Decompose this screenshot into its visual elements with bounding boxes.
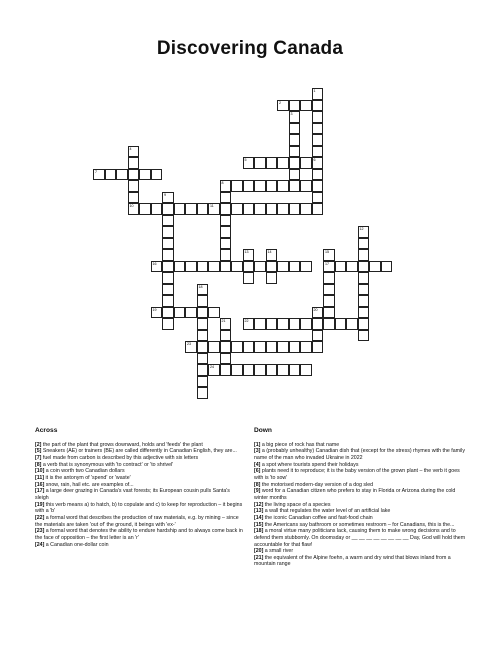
grid-cell[interactable]: [323, 318, 335, 330]
grid-cell[interactable]: [312, 134, 324, 146]
down-clue: [254, 488, 466, 501]
across-clues: [35, 428, 245, 548]
clue-number: 15: [325, 250, 329, 254]
grid-cell[interactable]: [289, 169, 301, 181]
grid-cell[interactable]: [243, 261, 255, 273]
clue-text: a coin worth two Canadian dollars: [44, 468, 125, 475]
clue-number: 11: [210, 204, 214, 208]
grid-cell[interactable]: [220, 353, 232, 365]
across-clue: [35, 442, 245, 449]
across-clue: [35, 455, 245, 462]
clue-number: 9: [164, 192, 166, 197]
clue-number: [6]: [254, 468, 261, 475]
clue-text: a (probably unhealthy) Canadian dish that (except for the stress) rhymes with the family name of the man who invaded Ukraine in 2022: [254, 448, 465, 461]
clue-number: 23: [187, 342, 191, 346]
grid-cell[interactable]: [312, 180, 324, 192]
grid-cell[interactable]: [197, 203, 209, 215]
grid-cell[interactable]: [266, 341, 278, 353]
grid-cell[interactable]: [162, 192, 174, 204]
clue-number: [21]: [254, 554, 264, 561]
down-clue: [254, 522, 466, 529]
grid-cell[interactable]: [231, 261, 243, 273]
clue-number: [3]: [254, 448, 261, 455]
down-clue-list: [254, 442, 466, 568]
grid-cell[interactable]: [220, 180, 232, 192]
grid-cell[interactable]: [243, 318, 255, 330]
grid-cell[interactable]: [277, 100, 289, 112]
grid-cell[interactable]: [162, 284, 174, 296]
grid-cell[interactable]: [381, 261, 393, 273]
grid-cell[interactable]: [312, 100, 324, 112]
across-clue: [35, 542, 245, 549]
grid-cell[interactable]: [220, 364, 232, 376]
grid-cell[interactable]: [312, 341, 324, 353]
grid-cell[interactable]: [220, 318, 232, 330]
grid-cell[interactable]: [208, 307, 220, 319]
clue-number: [2]: [35, 441, 42, 448]
clue-number: [18]: [254, 528, 264, 535]
clue-number: 19: [152, 307, 157, 312]
clue-text: the living space of a species: [263, 501, 331, 508]
grid-cell[interactable]: [151, 169, 163, 181]
down-clue: [254, 515, 466, 522]
grid-cell[interactable]: [323, 272, 335, 284]
clue-text: Sneakers (AE) or trainers (BE) are called differently in Canadian English, they are...: [41, 448, 237, 455]
grid-cell[interactable]: [289, 146, 301, 158]
grid-cell[interactable]: [162, 295, 174, 307]
grid-cell[interactable]: [220, 341, 232, 353]
grid-cell[interactable]: [266, 272, 278, 284]
clue-number: [4]: [254, 461, 261, 468]
grid-cell[interactable]: [266, 157, 278, 169]
grid-cell[interactable]: [128, 203, 140, 215]
grid-cell[interactable]: [300, 157, 312, 169]
grid-cell[interactable]: [185, 307, 197, 319]
grid-cell[interactable]: [139, 169, 151, 181]
grid-cell[interactable]: [266, 203, 278, 215]
grid-cell[interactable]: [312, 157, 324, 169]
grid-cell[interactable]: [358, 261, 370, 273]
down-clues: [254, 428, 466, 568]
grid-cell[interactable]: [266, 261, 278, 273]
grid-cell[interactable]: [254, 180, 266, 192]
grid-cell[interactable]: [151, 261, 163, 273]
grid-cell[interactable]: [323, 261, 335, 273]
grid-cell[interactable]: [162, 203, 174, 215]
grid-cell[interactable]: [128, 157, 140, 169]
grid-cell[interactable]: [312, 169, 324, 181]
grid-cell[interactable]: [358, 318, 370, 330]
down-clue: [254, 502, 466, 509]
grid-cell[interactable]: [254, 261, 266, 273]
grid-cell[interactable]: [151, 203, 163, 215]
clue-text: snow, rain, hail etc. are examples of...: [44, 481, 134, 488]
grid-cell[interactable]: [162, 272, 174, 284]
grid-cell[interactable]: [162, 318, 174, 330]
grid-cell[interactable]: [151, 307, 163, 319]
down-clue: [254, 442, 466, 449]
grid-cell[interactable]: [277, 341, 289, 353]
clue-number: [23]: [35, 528, 45, 535]
grid-cell[interactable]: [300, 100, 312, 112]
clue-number: 5: [244, 158, 247, 162]
clue-number: 24: [210, 365, 214, 369]
clue-text: the Americans say bathroom or sometimes restroom – for Canadians, this is the...: [263, 521, 455, 528]
grid-cell[interactable]: [174, 307, 186, 319]
grid-cell[interactable]: [208, 364, 220, 376]
grid-cell[interactable]: [185, 261, 197, 273]
across-clue: [35, 462, 245, 469]
clue-number: [8]: [35, 461, 42, 468]
clue-text: the equivalent of the Alpine foehn, a warm and dry wind that blows inland from a mountain range: [254, 554, 451, 568]
grid-cell[interactable]: [277, 318, 289, 330]
clue-number: 14: [267, 250, 272, 254]
grid-cell[interactable]: [300, 180, 312, 192]
grid-cell[interactable]: [300, 203, 312, 215]
grid-cell[interactable]: [128, 169, 140, 181]
grid-cell[interactable]: [312, 307, 324, 319]
grid-cell[interactable]: [277, 203, 289, 215]
clue-number: [14]: [254, 514, 264, 521]
grid-cell[interactable]: [358, 226, 370, 238]
clue-number: 22: [244, 319, 249, 323]
clue-text: fuel made from carbon is described by this adjective with six letters: [41, 454, 199, 461]
clue-text: plants need it to reproduce; it is the baby version of the grown plant – the verb it goes with is 'to sow': [254, 468, 460, 481]
down-clue: [254, 448, 466, 461]
grid-cell[interactable]: [369, 261, 381, 273]
grid-cell[interactable]: [358, 249, 370, 261]
across-clue: [35, 488, 245, 501]
grid-cell[interactable]: [300, 261, 312, 273]
grid-cell[interactable]: [289, 157, 301, 169]
clue-number: 6: [313, 158, 316, 162]
down-heading: Down: [254, 427, 272, 434]
clue-text: a small river: [263, 548, 294, 555]
clue-text: a spot where tourists spend their holidays: [260, 461, 359, 468]
clue-number: 8: [221, 181, 224, 185]
clue-text: a wall that regulates the water level of an artificial lake: [263, 508, 391, 515]
grid-cell[interactable]: [312, 146, 324, 158]
grid-cell[interactable]: [128, 192, 140, 204]
grid-cell[interactable]: [289, 203, 301, 215]
grid-cell[interactable]: [289, 341, 301, 353]
grid-cell[interactable]: [254, 364, 266, 376]
grid-cell[interactable]: [220, 192, 232, 204]
grid-cell[interactable]: [277, 157, 289, 169]
grid-cell[interactable]: [243, 180, 255, 192]
grid-cell[interactable]: [358, 295, 370, 307]
grid-cell[interactable]: [197, 295, 209, 307]
clue-text: the part of the plant that grows downward, holds and 'feeds' the plant: [41, 441, 203, 448]
grid-cell[interactable]: [300, 341, 312, 353]
grid-cell[interactable]: [358, 238, 370, 250]
grid-cell[interactable]: [323, 249, 335, 261]
clue-number: [10]: [35, 468, 45, 475]
grid-cell[interactable]: [254, 157, 266, 169]
clue-number: 18: [198, 284, 203, 289]
grid-cell[interactable]: [197, 284, 209, 296]
grid-cell[interactable]: [174, 203, 186, 215]
grid-cell[interactable]: [323, 284, 335, 296]
clue-number: 12: [359, 227, 364, 231]
clue-number: 20: [313, 307, 318, 312]
grid-cell[interactable]: [266, 318, 278, 330]
clue-number: 7: [95, 169, 97, 174]
grid-cell[interactable]: [335, 261, 347, 273]
clue-number: 4: [129, 146, 132, 151]
clue-number: [8]: [254, 481, 261, 488]
down-clue: [254, 508, 466, 515]
grid-cell[interactable]: [220, 215, 232, 227]
grid-cell[interactable]: [312, 318, 324, 330]
clue-number: [19]: [35, 501, 45, 508]
clue-text: a moral virtue many politicians lack, causing them to make wrong decisions and to defend them stubbornly. On doomsday or __ __ __ __ __ __ __ __ Day, God will hold them accountable for that flaw!: [254, 528, 466, 548]
grid-cell[interactable]: [197, 364, 209, 376]
grid-cell[interactable]: [231, 341, 243, 353]
across-clue: [35, 475, 245, 482]
grid-cell[interactable]: [162, 249, 174, 261]
grid-cell[interactable]: [266, 364, 278, 376]
across-clue: [35, 528, 245, 541]
grid-cell[interactable]: [243, 364, 255, 376]
grid-cell[interactable]: [208, 261, 220, 273]
grid-cell[interactable]: [231, 203, 243, 215]
grid-cell[interactable]: [312, 111, 324, 123]
clue-text: a formal word that describes the production of raw materials, e.g. by mining – since the materials are taken 'out of' the ground, it beings with 'ex-': [35, 514, 239, 528]
grid-cell[interactable]: [220, 249, 232, 261]
clue-number: [24]: [35, 541, 45, 548]
across-clue: [35, 482, 245, 489]
grid-cell[interactable]: [162, 307, 174, 319]
grid-cell[interactable]: [289, 100, 301, 112]
grid-cell[interactable]: [128, 146, 140, 158]
clue-number: [9]: [254, 488, 261, 495]
grid-cell[interactable]: [243, 203, 255, 215]
grid-cell[interactable]: [116, 169, 128, 181]
grid-cell[interactable]: [312, 88, 324, 100]
grid-cell[interactable]: [208, 341, 220, 353]
grid-cell[interactable]: [220, 238, 232, 250]
grid-cell[interactable]: [197, 341, 209, 353]
grid-cell[interactable]: [243, 157, 255, 169]
grid-cell[interactable]: [289, 318, 301, 330]
grid-cell[interactable]: [231, 180, 243, 192]
across-clue: [35, 502, 245, 515]
grid-cell[interactable]: [128, 180, 140, 192]
grid-cell[interactable]: [335, 318, 347, 330]
grid-cell[interactable]: [312, 123, 324, 135]
clue-number: [20]: [254, 548, 264, 555]
grid-cell[interactable]: [220, 226, 232, 238]
down-clue: [254, 462, 466, 469]
down-clue: [254, 548, 466, 555]
grid-cell[interactable]: [162, 226, 174, 238]
grid-cell[interactable]: [254, 341, 266, 353]
grid-cell[interactable]: [289, 111, 301, 123]
clue-number: [1]: [254, 441, 261, 448]
grid-cell[interactable]: [139, 203, 151, 215]
grid-cell[interactable]: [289, 261, 301, 273]
grid-cell[interactable]: [185, 203, 197, 215]
clue-text: the motorised modern-day version of a dog sled: [260, 481, 374, 488]
grid-cell[interactable]: [312, 330, 324, 342]
grid-cell[interactable]: [312, 192, 324, 204]
grid-cell[interactable]: [289, 123, 301, 135]
grid-cell[interactable]: [289, 180, 301, 192]
grid-cell[interactable]: [289, 364, 301, 376]
grid-cell[interactable]: [346, 261, 358, 273]
across-clue: [35, 515, 245, 528]
grid-cell[interactable]: [358, 284, 370, 296]
down-clue: [254, 555, 466, 568]
grid-cell[interactable]: [220, 261, 232, 273]
grid-cell[interactable]: [185, 341, 197, 353]
clue-text: a Canadian one-dollar coin: [44, 541, 109, 548]
clue-text: a formal word that denotes the ability to endure hardship and to always come back in the face of opposition – the first letter is an 'r': [35, 528, 243, 541]
grid-cell[interactable]: [346, 318, 358, 330]
grid-cell[interactable]: [358, 330, 370, 342]
clue-number: 13: [244, 250, 249, 254]
across-clue: [35, 468, 245, 475]
clue-text: it is the antonym of 'spend' or 'waste': [44, 474, 131, 481]
grid-cell[interactable]: [254, 318, 266, 330]
clue-text: the iconic Canadian coffee and fast-food chain: [263, 514, 373, 521]
down-clue: [254, 528, 466, 548]
grid-cell[interactable]: [289, 134, 301, 146]
clue-text: word for a Canadian citizen who prefers to stay in Florida or Arizona during the cold winter months: [254, 488, 456, 501]
clue-number: [22]: [35, 514, 45, 521]
clue-number: 1: [313, 89, 316, 93]
grid-cell[interactable]: [358, 307, 370, 319]
grid-cell[interactable]: [243, 341, 255, 353]
grid-cell[interactable]: [266, 180, 278, 192]
across-clue: [35, 448, 245, 455]
clue-number: [15]: [254, 521, 264, 528]
grid-cell[interactable]: [243, 272, 255, 284]
clue-number: [12]: [254, 501, 264, 508]
clue-number: [7]: [35, 454, 42, 461]
clue-number: 2: [279, 100, 281, 105]
clue-number: [13]: [254, 508, 264, 515]
grid-cell[interactable]: [300, 364, 312, 376]
grid-cell[interactable]: [162, 238, 174, 250]
grid-cell[interactable]: [197, 261, 209, 273]
grid-cell[interactable]: [220, 330, 232, 342]
grid-cell[interactable]: [197, 307, 209, 319]
across-clue-list: [35, 442, 245, 549]
grid-cell[interactable]: [197, 376, 209, 388]
clue-text: a large deer grazing in Canada's vast forests; its European cousin pulls Santa's sleigh: [35, 488, 230, 501]
page-title: Discovering Canada: [156, 38, 344, 59]
clue-number: 21: [221, 319, 226, 323]
grid-cell[interactable]: [208, 203, 220, 215]
clue-number: [16]: [35, 481, 45, 488]
grid-cell[interactable]: [197, 330, 209, 342]
grid-cell[interactable]: [312, 203, 324, 215]
grid-cell[interactable]: [174, 261, 186, 273]
grid-cell[interactable]: [323, 295, 335, 307]
grid-cell[interactable]: [277, 180, 289, 192]
clue-text: this verb means a) to hatch, b) to copulate and c) to keep for reproduction – it begins with a 'b': [35, 501, 243, 515]
grid-cell[interactable]: [300, 318, 312, 330]
clue-number: 17: [325, 261, 329, 266]
grid-cell[interactable]: [162, 261, 174, 273]
grid-cell[interactable]: [323, 307, 335, 319]
grid-cell[interactable]: [254, 203, 266, 215]
down-clue: [254, 482, 466, 489]
clue-text: a verb that is synonymous with 'to contract' or 'to shrivel': [41, 461, 174, 468]
down-clue: [254, 468, 466, 481]
grid-cell[interactable]: [243, 249, 255, 261]
grid-cell[interactable]: [358, 272, 370, 284]
grid-cell[interactable]: [162, 215, 174, 227]
grid-cell[interactable]: [197, 318, 209, 330]
grid-cell[interactable]: [197, 353, 209, 365]
clue-number: 10: [129, 204, 134, 208]
grid-cell[interactable]: [105, 169, 117, 181]
grid-cell[interactable]: [231, 364, 243, 376]
clue-number: 3: [290, 112, 293, 116]
grid-cell[interactable]: [277, 364, 289, 376]
grid-cell[interactable]: [266, 249, 278, 261]
grid-cell[interactable]: [277, 261, 289, 273]
clue-number: 16: [152, 261, 157, 266]
across-heading: Across: [35, 427, 58, 434]
grid-cell[interactable]: [220, 203, 232, 215]
clue-number: [11]: [35, 474, 45, 481]
clue-number: [17]: [35, 488, 45, 495]
clue-number: [5]: [35, 448, 42, 455]
grid-cell[interactable]: [93, 169, 105, 181]
grid-cell[interactable]: [197, 387, 209, 399]
clue-text: a big piece of rock has that name: [260, 441, 340, 448]
